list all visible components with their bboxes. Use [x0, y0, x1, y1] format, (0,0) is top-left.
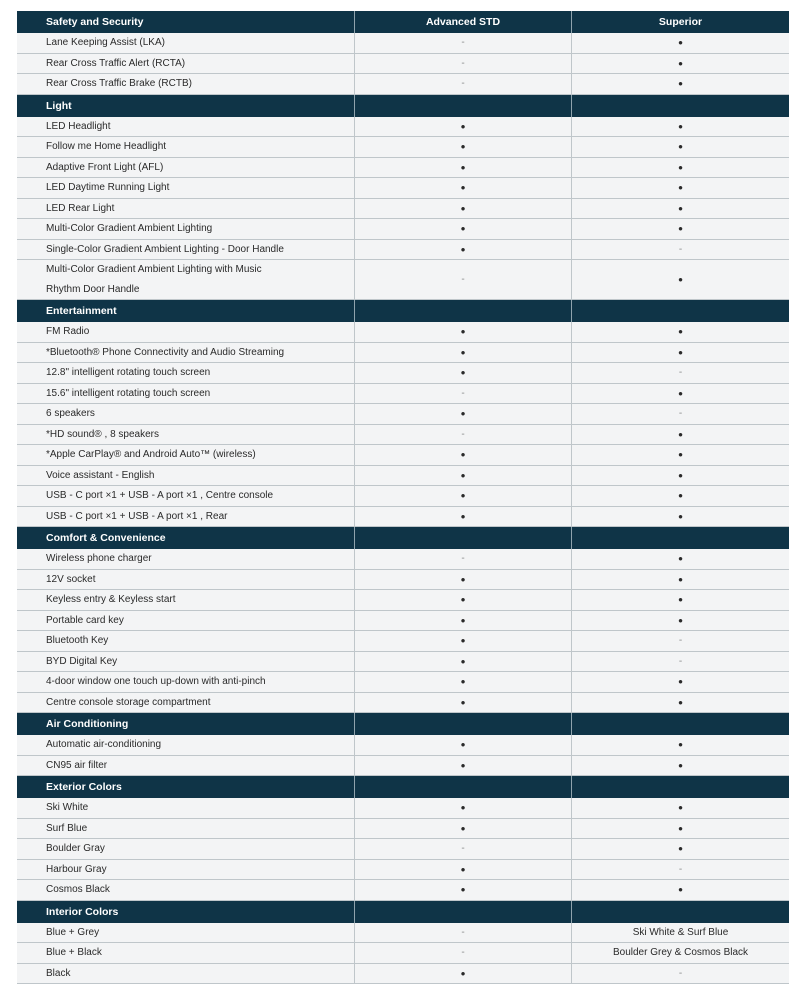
column-header-superior: [572, 527, 789, 549]
feature-label: Blue + Grey: [17, 923, 355, 943]
table-row: [17, 486, 789, 507]
included-dot-icon: •: [678, 551, 683, 567]
included-dot-icon: •: [460, 344, 466, 360]
superior-value: [572, 54, 789, 74]
not-available-dash: -: [678, 863, 683, 875]
not-available-dash: -: [678, 408, 683, 420]
advanced-std-value: [355, 735, 572, 755]
included-dot-icon: •: [460, 447, 466, 463]
spec-table: [17, 11, 789, 984]
feature-label: 4-door window one touch up-down with anti-pinch: [17, 672, 355, 692]
advanced-std-value: [355, 74, 572, 94]
feature-label: Keyless entry & Keyless start: [17, 590, 355, 610]
advanced-std-value: [355, 631, 572, 651]
column-header-superior: [572, 713, 789, 735]
feature-label: Rear Cross Traffic Brake (RCTB): [17, 74, 355, 94]
feature-label: CN95 air filter: [17, 756, 355, 776]
feature-label: Bluetooth Key: [17, 631, 355, 651]
feature-label: Blue + Black: [17, 943, 355, 963]
advanced-std-value: [355, 343, 572, 363]
feature-label: FM Radio: [17, 322, 355, 342]
table-row: [17, 219, 789, 240]
superior-value: [572, 425, 789, 445]
advanced-std-value: [355, 611, 572, 631]
advanced-std-value: [355, 923, 572, 943]
included-dot-icon: •: [460, 737, 466, 753]
table-row: [17, 611, 789, 632]
section-title: Light: [17, 95, 355, 117]
included-dot-icon: •: [460, 674, 466, 690]
table-row: [17, 923, 789, 944]
feature-label: Wireless phone charger: [17, 549, 355, 569]
table-row: [17, 756, 789, 777]
superior-value: [572, 219, 789, 239]
feature-label: 6 speakers: [17, 404, 355, 424]
included-dot-icon: •: [460, 965, 466, 981]
advanced-std-value: [355, 839, 572, 859]
included-dot-icon: •: [678, 221, 683, 237]
feature-label: [17, 260, 355, 299]
included-dot-icon: •: [460, 612, 466, 628]
included-dot-icon: •: [460, 508, 466, 524]
not-available-dash: -: [678, 655, 683, 667]
section-header: [17, 901, 789, 923]
superior-value: [572, 137, 789, 157]
advanced-std-value: [355, 260, 572, 299]
feature-label: USB - C port ×1 + USB - A port ×1 , Rear: [17, 507, 355, 527]
table-row: [17, 672, 789, 693]
section-header: [17, 527, 789, 549]
table-row: [17, 964, 789, 985]
feature-label: Black: [17, 964, 355, 984]
superior-value: [572, 672, 789, 692]
feature-label: Cosmos Black: [17, 880, 355, 900]
superior-value: [572, 631, 789, 651]
table-row: [17, 839, 789, 860]
feature-label: LED Headlight: [17, 117, 355, 137]
section-header: [17, 95, 789, 117]
feature-label: 12V socket: [17, 570, 355, 590]
column-header-superior: [572, 95, 789, 117]
included-dot-icon: •: [678, 882, 683, 898]
included-dot-icon: •: [460, 820, 466, 836]
advanced-std-value: [355, 117, 572, 137]
included-dot-icon: •: [460, 406, 466, 422]
not-available-dash: -: [461, 843, 465, 855]
advanced-std-value: [355, 425, 572, 445]
section-title: Comfort & Convenience: [17, 527, 355, 549]
superior-value: [572, 466, 789, 486]
included-dot-icon: •: [678, 488, 683, 504]
included-dot-icon: •: [678, 820, 683, 836]
feature-label: *HD sound® , 8 speakers: [17, 425, 355, 445]
superior-value: [572, 260, 789, 299]
included-dot-icon: •: [678, 272, 683, 287]
table-row: [17, 590, 789, 611]
superior-value: [572, 839, 789, 859]
advanced-std-value: [355, 943, 572, 963]
advanced-std-value: [355, 199, 572, 219]
section-title: Exterior Colors: [17, 776, 355, 798]
superior-value: [572, 756, 789, 776]
advanced-std-value: [355, 137, 572, 157]
table-row: [17, 819, 789, 840]
not-available-dash: -: [461, 428, 465, 440]
table-row: [17, 693, 789, 714]
feature-label: Surf Blue: [17, 819, 355, 839]
column-header-advanced-std: [355, 527, 572, 549]
advanced-std-value: [355, 466, 572, 486]
superior-value: [572, 570, 789, 590]
not-available-dash: -: [678, 367, 683, 379]
table-row: [17, 33, 789, 54]
advanced-std-value: [355, 964, 572, 984]
table-row: [17, 880, 789, 901]
section-header: [17, 713, 789, 735]
included-dot-icon: •: [460, 882, 466, 898]
advanced-std-value: [355, 652, 572, 672]
superior-value: [572, 590, 789, 610]
superior-value: [572, 74, 789, 94]
superior-value: [572, 117, 789, 137]
included-dot-icon: •: [678, 55, 683, 71]
included-dot-icon: •: [678, 180, 683, 196]
table-row: [17, 631, 789, 652]
feature-label: Single-Color Gradient Ambient Lighting - Door Handle: [17, 240, 355, 260]
table-row: [17, 384, 789, 405]
advanced-std-value: [355, 486, 572, 506]
table-row: [17, 507, 789, 528]
advanced-std-value: [355, 54, 572, 74]
included-dot-icon: •: [460, 467, 466, 483]
table-row: [17, 652, 789, 673]
feature-label: Voice assistant - English: [17, 466, 355, 486]
included-dot-icon: •: [678, 757, 683, 773]
advanced-std-value: [355, 756, 572, 776]
superior-value: [572, 363, 789, 383]
included-dot-icon: •: [460, 653, 466, 669]
not-available-dash: -: [461, 553, 465, 565]
included-dot-icon: •: [460, 324, 466, 340]
superior-value: [572, 384, 789, 404]
included-dot-icon: •: [460, 694, 466, 710]
superior-value: [572, 240, 789, 260]
not-available-dash: -: [678, 243, 683, 255]
superior-value: [572, 964, 789, 984]
included-dot-icon: •: [678, 800, 683, 816]
included-dot-icon: •: [678, 35, 683, 51]
advanced-std-value: [355, 570, 572, 590]
column-header-advanced-std: [355, 300, 572, 322]
included-dot-icon: •: [460, 180, 466, 196]
superior-value: [572, 880, 789, 900]
superior-value: [572, 33, 789, 53]
not-available-dash: -: [461, 57, 465, 69]
feature-label-line: Rhythm Door Handle: [46, 283, 140, 295]
superior-value: [572, 445, 789, 465]
table-row: [17, 466, 789, 487]
feature-label: *Apple CarPlay® and Android Auto™ (wireless): [17, 445, 355, 465]
table-row: [17, 943, 789, 964]
feature-label: 15.6" intelligent rotating touch screen: [17, 384, 355, 404]
table-row: [17, 860, 789, 881]
feature-label-lines: [46, 260, 262, 300]
superior-value: [572, 507, 789, 527]
table-row: [17, 260, 789, 300]
table-row: [17, 178, 789, 199]
superior-value: [572, 652, 789, 672]
table-row: [17, 137, 789, 158]
table-row: [17, 117, 789, 138]
feature-label: 12.8" intelligent rotating touch screen: [17, 363, 355, 383]
included-dot-icon: •: [678, 344, 683, 360]
included-dot-icon: •: [460, 571, 466, 587]
table-row: [17, 798, 789, 819]
superior-value: [572, 343, 789, 363]
included-dot-icon: •: [460, 365, 466, 381]
feature-label: Lane Keeping Assist (LKA): [17, 33, 355, 53]
included-dot-icon: •: [460, 861, 466, 877]
superior-value: [572, 860, 789, 880]
section-header: [17, 300, 789, 322]
included-dot-icon: •: [678, 508, 683, 524]
included-dot-icon: •: [460, 800, 466, 816]
column-header-advanced-std: Advanced STD: [355, 11, 572, 33]
column-header-superior: Superior: [658, 16, 703, 28]
table-row: [17, 425, 789, 446]
superior-value: [572, 923, 789, 943]
column-header-superior: [572, 901, 789, 923]
advanced-std-value: [355, 819, 572, 839]
included-dot-icon: •: [678, 385, 683, 401]
superior-value: [572, 322, 789, 342]
superior-value: [572, 178, 789, 198]
advanced-std-value: [355, 240, 572, 260]
advanced-std-value: [355, 219, 572, 239]
table-row: [17, 404, 789, 425]
included-dot-icon: •: [460, 200, 466, 216]
advanced-std-value: [355, 860, 572, 880]
included-dot-icon: •: [678, 159, 683, 175]
feature-label: Boulder Gray: [17, 839, 355, 859]
feature-label: Follow me Home Headlight: [17, 137, 355, 157]
superior-value: [572, 199, 789, 219]
included-dot-icon: •: [678, 139, 683, 155]
table-row: [17, 199, 789, 220]
superior-value: [572, 486, 789, 506]
table-row: [17, 363, 789, 384]
advanced-std-value: [355, 549, 572, 569]
section-title: Air Conditioning: [17, 713, 355, 735]
table-row: [17, 549, 789, 570]
table-row: [17, 240, 789, 261]
advanced-std-value: [355, 880, 572, 900]
included-dot-icon: •: [460, 241, 466, 257]
included-dot-icon: •: [678, 118, 683, 134]
advanced-std-value: [355, 158, 572, 178]
table-row: [17, 54, 789, 75]
included-dot-icon: •: [678, 571, 683, 587]
table-row: [17, 570, 789, 591]
section-header: [17, 776, 789, 798]
not-available-dash: -: [461, 926, 465, 938]
not-available-dash: -: [461, 37, 465, 49]
column-header-advanced-std: [355, 713, 572, 735]
feature-label: Portable card key: [17, 611, 355, 631]
included-dot-icon: •: [460, 488, 466, 504]
superior-value: [572, 819, 789, 839]
included-dot-icon: •: [678, 612, 683, 628]
included-dot-icon: •: [678, 841, 683, 857]
superior-value: [572, 549, 789, 569]
included-dot-icon: •: [460, 221, 466, 237]
feature-label: Harbour Gray: [17, 860, 355, 880]
included-dot-icon: •: [460, 592, 466, 608]
superior-value: [572, 693, 789, 713]
advanced-std-value: [355, 363, 572, 383]
included-dot-icon: •: [678, 76, 683, 92]
option-text: Ski White & Surf Blue: [632, 926, 729, 938]
advanced-std-value: [355, 590, 572, 610]
feature-label: Multi-Color Gradient Ambient Lighting: [17, 219, 355, 239]
included-dot-icon: •: [460, 118, 466, 134]
included-dot-icon: •: [678, 467, 683, 483]
feature-label: BYD Digital Key: [17, 652, 355, 672]
table-row: [17, 735, 789, 756]
included-dot-icon: •: [678, 694, 683, 710]
advanced-std-value: [355, 672, 572, 692]
not-available-dash: -: [678, 635, 683, 647]
advanced-std-value: [355, 33, 572, 53]
feature-label: Rear Cross Traffic Alert (RCTA): [17, 54, 355, 74]
column-header-advanced-std: [355, 776, 572, 798]
feature-label: LED Daytime Running Light: [17, 178, 355, 198]
feature-label: *Bluetooth® Phone Connectivity and Audio Streaming: [17, 343, 355, 363]
feature-label: USB - C port ×1 + USB - A port ×1 , Centre console: [17, 486, 355, 506]
column-header-advanced-std: [355, 95, 572, 117]
included-dot-icon: •: [678, 674, 683, 690]
feature-label-line: Multi-Color Gradient Ambient Lighting with Music: [46, 263, 262, 275]
advanced-std-value: [355, 798, 572, 818]
included-dot-icon: •: [460, 139, 466, 155]
table-row: [17, 343, 789, 364]
superior-value: [572, 943, 789, 963]
included-dot-icon: •: [678, 592, 683, 608]
superior-value: [572, 735, 789, 755]
not-available-dash: -: [461, 78, 465, 90]
advanced-std-value: [355, 322, 572, 342]
advanced-std-value: [355, 384, 572, 404]
table-row: [17, 158, 789, 179]
feature-label: Centre console storage compartment: [17, 693, 355, 713]
column-header-superior: [572, 776, 789, 798]
advanced-std-value: [355, 445, 572, 465]
advanced-std-value: [355, 404, 572, 424]
included-dot-icon: •: [460, 633, 466, 649]
superior-value: [572, 404, 789, 424]
superior-value: [572, 611, 789, 631]
table-row: [17, 322, 789, 343]
feature-label: LED Rear Light: [17, 199, 355, 219]
feature-label: Ski White: [17, 798, 355, 818]
included-dot-icon: •: [678, 324, 683, 340]
feature-label: Automatic air-conditioning: [17, 735, 355, 755]
advanced-std-value: [355, 693, 572, 713]
section-header: [17, 11, 789, 33]
table-row: [17, 74, 789, 95]
included-dot-icon: •: [460, 757, 466, 773]
option-text: Boulder Grey & Cosmos Black: [612, 947, 749, 959]
not-available-dash: -: [678, 967, 683, 979]
not-available-dash: -: [461, 947, 465, 959]
section-title: Entertainment: [17, 300, 355, 322]
advanced-std-value: [355, 507, 572, 527]
superior-value: [572, 158, 789, 178]
included-dot-icon: •: [678, 426, 683, 442]
not-available-dash: -: [461, 274, 465, 285]
included-dot-icon: •: [678, 447, 683, 463]
included-dot-icon: •: [460, 159, 466, 175]
advanced-std-value: [355, 178, 572, 198]
section-title: Safety and Security: [17, 11, 355, 33]
column-header-superior: [572, 300, 789, 322]
superior-value: [572, 798, 789, 818]
not-available-dash: -: [461, 387, 465, 399]
feature-label: Adaptive Front Light (AFL): [17, 158, 355, 178]
table-row: [17, 445, 789, 466]
included-dot-icon: •: [678, 200, 683, 216]
column-header-advanced-std: [355, 901, 572, 923]
section-title: Interior Colors: [17, 901, 355, 923]
included-dot-icon: •: [678, 737, 683, 753]
